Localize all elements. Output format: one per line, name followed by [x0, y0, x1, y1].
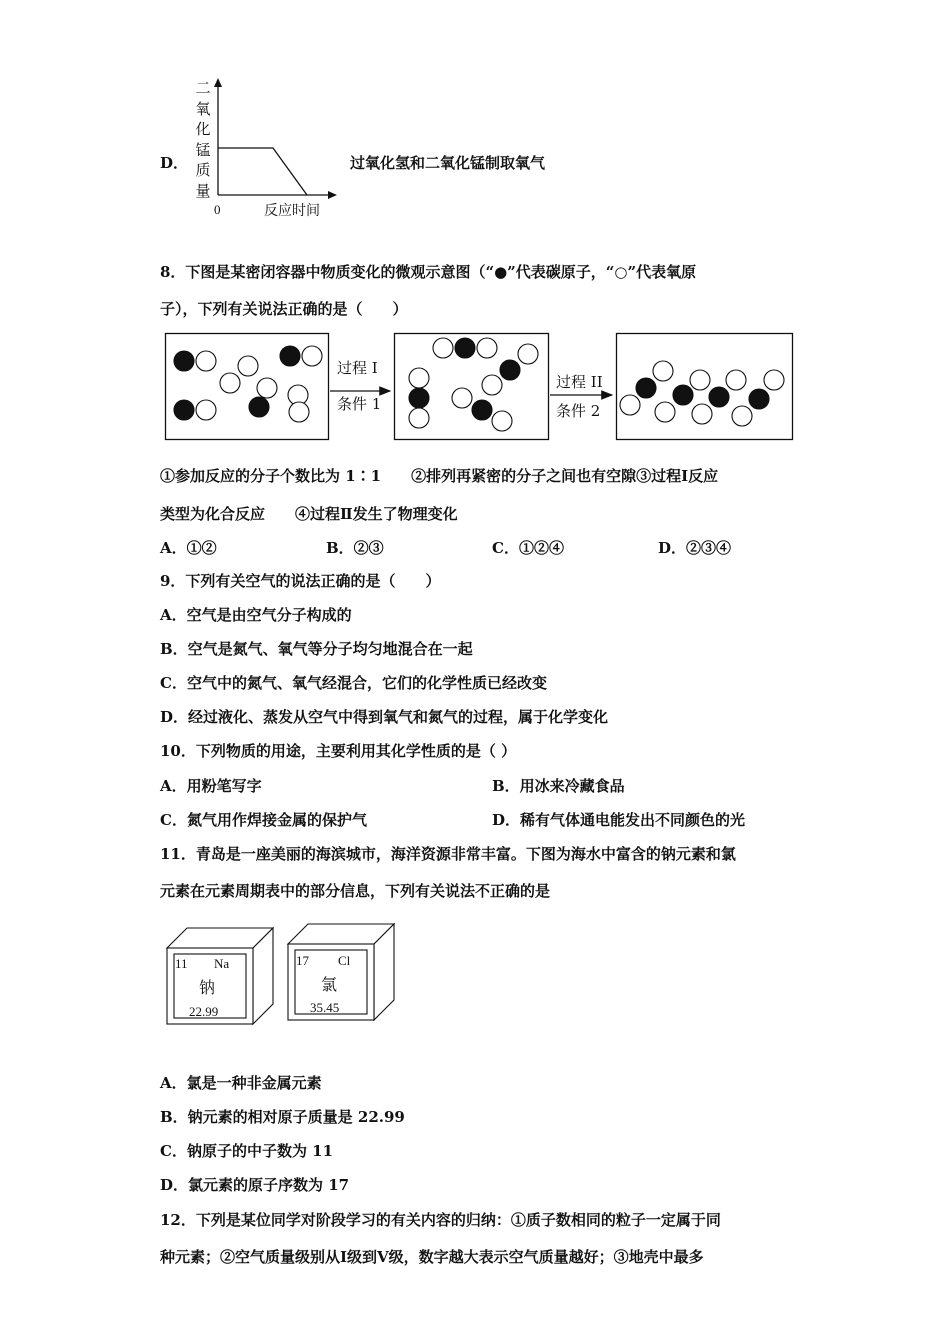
q10-option-c[interactable]: C．氮气用作焊接金属的保护气	[160, 811, 367, 829]
q8-option-c[interactable]: C．①②④	[492, 539, 564, 557]
q8-condition1-label: 条件 1	[337, 395, 382, 413]
q10-stem: 10．下列物质的用途，主要利用其化学性质的是（ ）	[160, 742, 517, 760]
q9-option-b[interactable]: B．空气是氮气、氧气等分子均匀地混合在一起	[160, 640, 473, 658]
q8-option-b[interactable]: B．②③	[326, 539, 384, 557]
cl-symbol: Cl	[338, 953, 351, 968]
q9-stem: 9．下列有关空气的说法正确的是（ ）	[160, 572, 441, 590]
q7-graph-line	[218, 148, 307, 195]
q8-option-d[interactable]: D．②③④	[658, 539, 732, 557]
q11-option-c[interactable]: C．钠原子的中子数为 11	[160, 1142, 334, 1160]
q7-graph-ylabel: 二 氧 化 锰 质 量	[195, 79, 211, 200]
na-atomic-mass: 22.99	[189, 1004, 219, 1019]
q11-chlorine-card	[288, 924, 394, 1020]
q8-condition2-label: 条件 2	[556, 402, 601, 420]
q9-option-c[interactable]: C．空气中的氮气、氧气经混合，它们的化学性质已经改变	[160, 674, 547, 692]
q11-stem-line2: 元素在元素周期表中的部分信息，下列有关说法不正确的是	[160, 882, 551, 900]
q12-stem-line2: 种元素；②空气质量级别从Ⅰ级到Ⅴ级，数字越大表示空气质量越好；③地壳中最多	[160, 1248, 704, 1266]
q8-statements-line2: 类型为化合反应 ④过程Ⅱ发生了物理变化	[160, 505, 458, 523]
q7-option-d-label: D．	[160, 154, 189, 172]
q11-option-d[interactable]: D．氯元素的原子序数为 17	[160, 1176, 350, 1194]
cl-atomic-mass: 35.45	[310, 1000, 340, 1015]
q11-option-a[interactable]: A．氯是一种非金属元素	[160, 1074, 322, 1092]
q9-option-a[interactable]: A．空气是由空气分子构成的	[160, 606, 352, 624]
q8-process2-label: 过程 II	[556, 373, 603, 391]
cl-name: 氯	[321, 975, 338, 994]
na-symbol: Na	[214, 956, 230, 971]
q7-graph-xlabel: 反应时间	[264, 203, 320, 219]
q11-option-b[interactable]: B．钠元素的相对原子质量是 22.99	[160, 1108, 405, 1126]
q11-stem-line1: 11．青岛是一座美丽的海滨城市，海洋资源非常丰富。下图为海水中富含的钠元素和氯	[160, 845, 736, 863]
q8-statements-line1: ①参加反应的分子个数比为 1∶1 ②排列再紧密的分子之间也有空隙③过程Ⅰ反应	[160, 467, 719, 485]
q8-stem-line2: 子），下列有关说法正确的是（ ）	[160, 300, 408, 318]
q7-option-d-caption: 过氧化氢和二氧化锰制取氧气	[350, 154, 546, 172]
q9-option-d[interactable]: D．经过液化、蒸发从空气中得到氧气和氮气的过程，属于化学变化	[160, 708, 609, 726]
q7-graph-origin: 0	[214, 202, 221, 217]
q8-molecule-diagram	[160, 328, 800, 444]
cl-atomic-number: 17	[296, 953, 309, 968]
q10-option-a[interactable]: A．用粉笔写字	[160, 777, 262, 795]
q10-option-b[interactable]: B．用冰来冷藏食品	[492, 777, 625, 795]
na-atomic-number: 11	[175, 956, 188, 971]
q10-option-d[interactable]: D．稀有气体通电能发出不同颜色的光	[492, 811, 746, 829]
na-name: 钠	[199, 978, 216, 997]
q12-stem-line1: 12．下列是某位同学对阶段学习的有关内容的归纳：①质子数相同的粒子一定属于同	[160, 1211, 721, 1229]
q8-process1-label: 过程 I	[337, 359, 378, 377]
q8-stem-line1: 8．下图是某密闭容器中物质变化的微观示意图（“●”代表碳原子，“○”代表氧原	[160, 263, 697, 281]
q11-sodium-card	[167, 928, 273, 1024]
q8-option-a[interactable]: A．①②	[160, 539, 217, 557]
